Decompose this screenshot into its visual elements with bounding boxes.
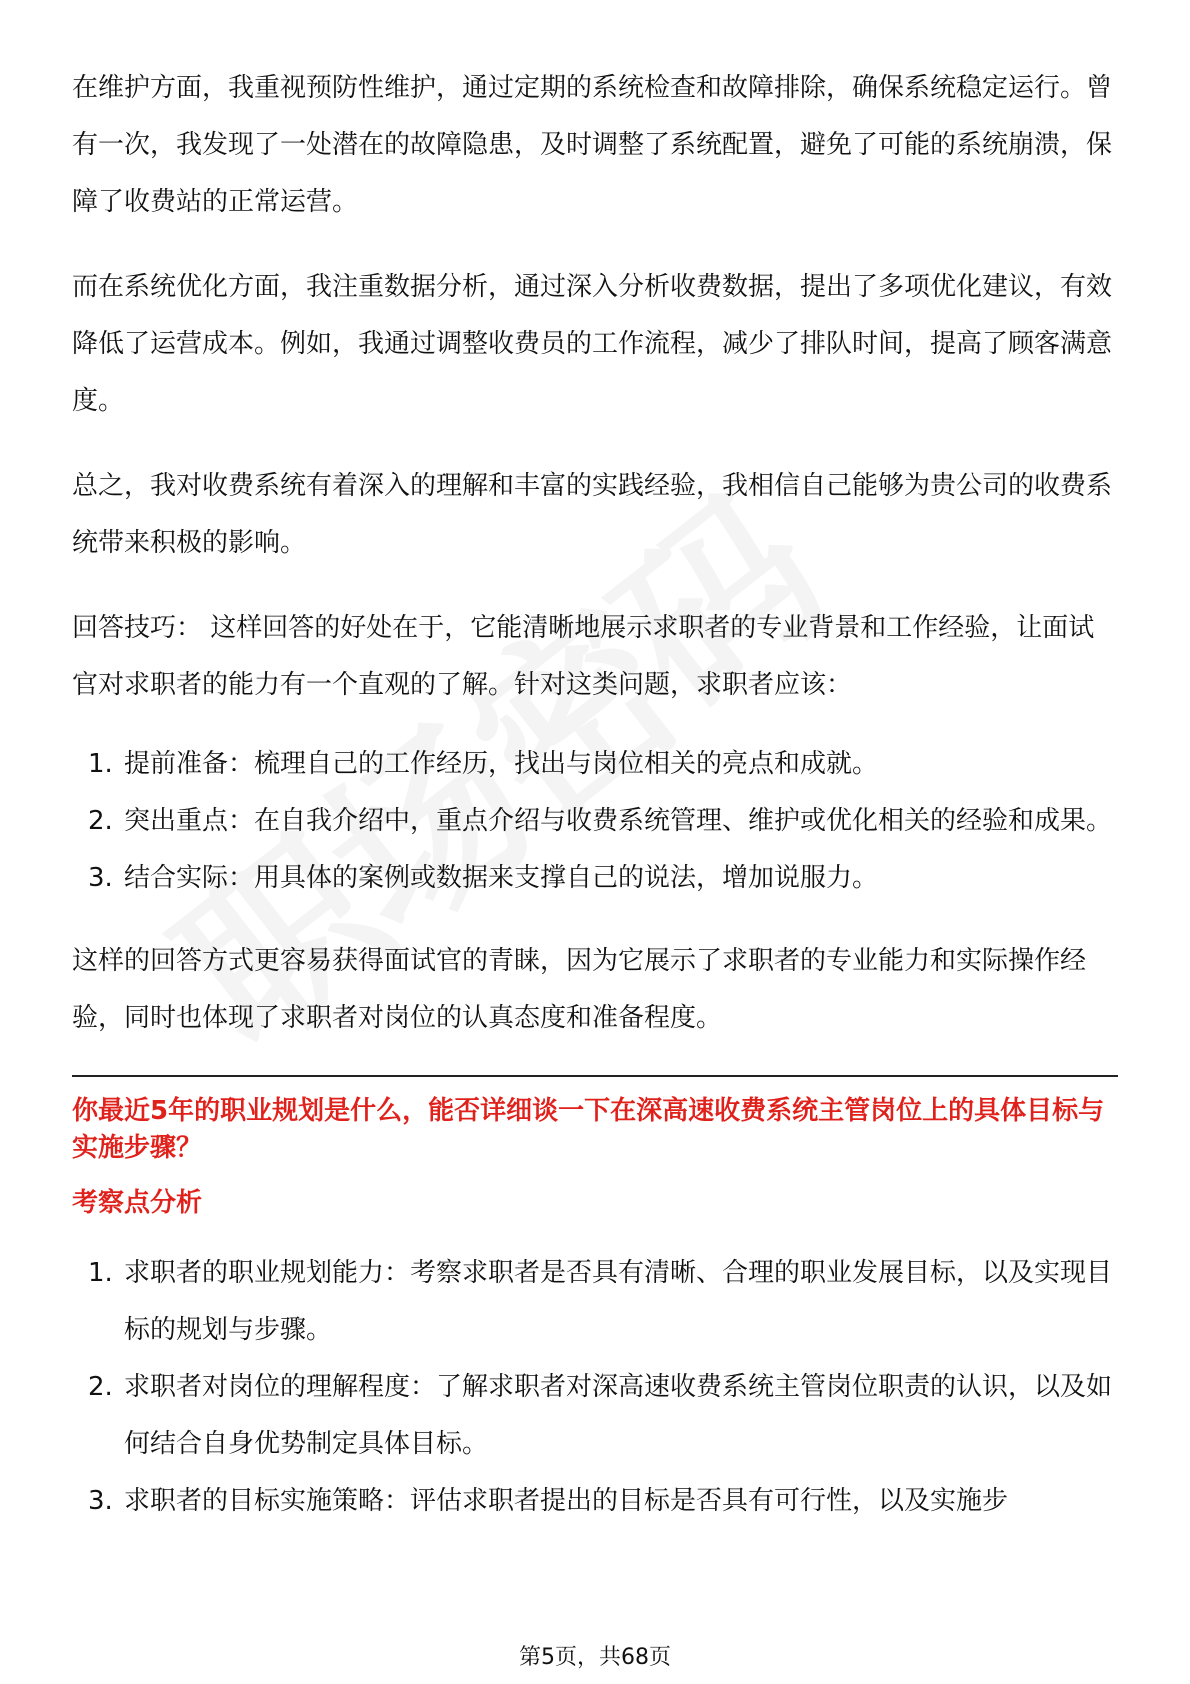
list-text: 求职者的职业规划能力：考察求职者是否具有清晰、合理的职业发展目标，以及实现目标的规划与步骤。 bbox=[124, 1258, 1113, 1345]
list-number: 3. bbox=[88, 1486, 113, 1516]
list-item bbox=[72, 1359, 1118, 1473]
list-text: 突出重点：在自我介绍中，重点介绍与收费系统管理、维护或优化相关的经验和成果。 bbox=[124, 806, 1113, 836]
list-number: 2. bbox=[88, 1372, 113, 1402]
paragraph-summary: 总之，我对收费系统有着深入的理解和丰富的实践经验，我相信自己能够为贵公司的收费系统带来积极的影响。 bbox=[72, 471, 1113, 558]
list-number: 3. bbox=[88, 863, 113, 893]
analysis-list bbox=[72, 1245, 1118, 1530]
list-number: 1. bbox=[88, 749, 113, 779]
paragraph-optimization: 而在系统优化方面，我注重数据分析，通过深入分析收费数据，提出了多项优化建议，有效降低了运营成本。例如，我通过调整收费员的工作流程，减少了排队时间，提高了顾客满意度。 bbox=[72, 272, 1113, 416]
list-number: 1. bbox=[88, 1258, 113, 1288]
paragraph-closing: 这样的回答方式更容易获得面试官的青睐，因为它展示了求职者的专业能力和实际操作经验，同时也体现了求职者对岗位的认真态度和准备程度。 bbox=[72, 946, 1087, 1033]
list-item bbox=[72, 850, 1118, 907]
analysis-heading: 考察点分析 bbox=[72, 1188, 203, 1218]
page-footer: 第5页，共68页 bbox=[0, 1643, 1190, 1673]
document-body bbox=[72, 60, 1118, 1556]
section-divider bbox=[72, 1075, 1118, 1077]
list-text: 结合实际：用具体的案例或数据来支撑自己的说法，增加说服力。 bbox=[124, 863, 879, 893]
paragraph-answer-tips: 回答技巧： 这样回答的好处在于，它能清晰地展示求职者的专业背景和工作经验，让面试官对求职者的能力有一个直观的了解。针对这类问题，求职者应该： bbox=[72, 613, 1095, 700]
list-text: 求职者对岗位的理解程度：了解求职者对深高速收费系统主管岗位职责的认识，以及如何结合自身优势制定具体目标。 bbox=[124, 1372, 1113, 1459]
list-item bbox=[72, 1245, 1118, 1359]
paragraph-maintenance: 在维护方面，我重视预防性维护，通过定期的系统检查和故障排除，确保系统稳定运行。曾有一次，我发现了一处潜在的故障隐患，及时调整了系统配置，避免了可能的系统崩溃，保障了收费站的正常运营。 bbox=[72, 73, 1113, 217]
question-heading: 你最近5年的职业规划是什么，能否详细谈一下在深高速收费系统主管岗位上的具体目标与实施步骤？ bbox=[72, 1096, 1105, 1163]
list-item bbox=[72, 1473, 1118, 1530]
tips-list bbox=[72, 736, 1118, 907]
list-number: 2. bbox=[88, 806, 113, 836]
list-item bbox=[72, 736, 1118, 793]
list-item bbox=[72, 793, 1118, 850]
list-text: 提前准备：梳理自己的工作经历，找出与岗位相关的亮点和成就。 bbox=[124, 749, 879, 779]
list-text: 求职者的目标实施策略：评估求职者提出的目标是否具有可行性，以及实施步 bbox=[124, 1486, 1009, 1516]
